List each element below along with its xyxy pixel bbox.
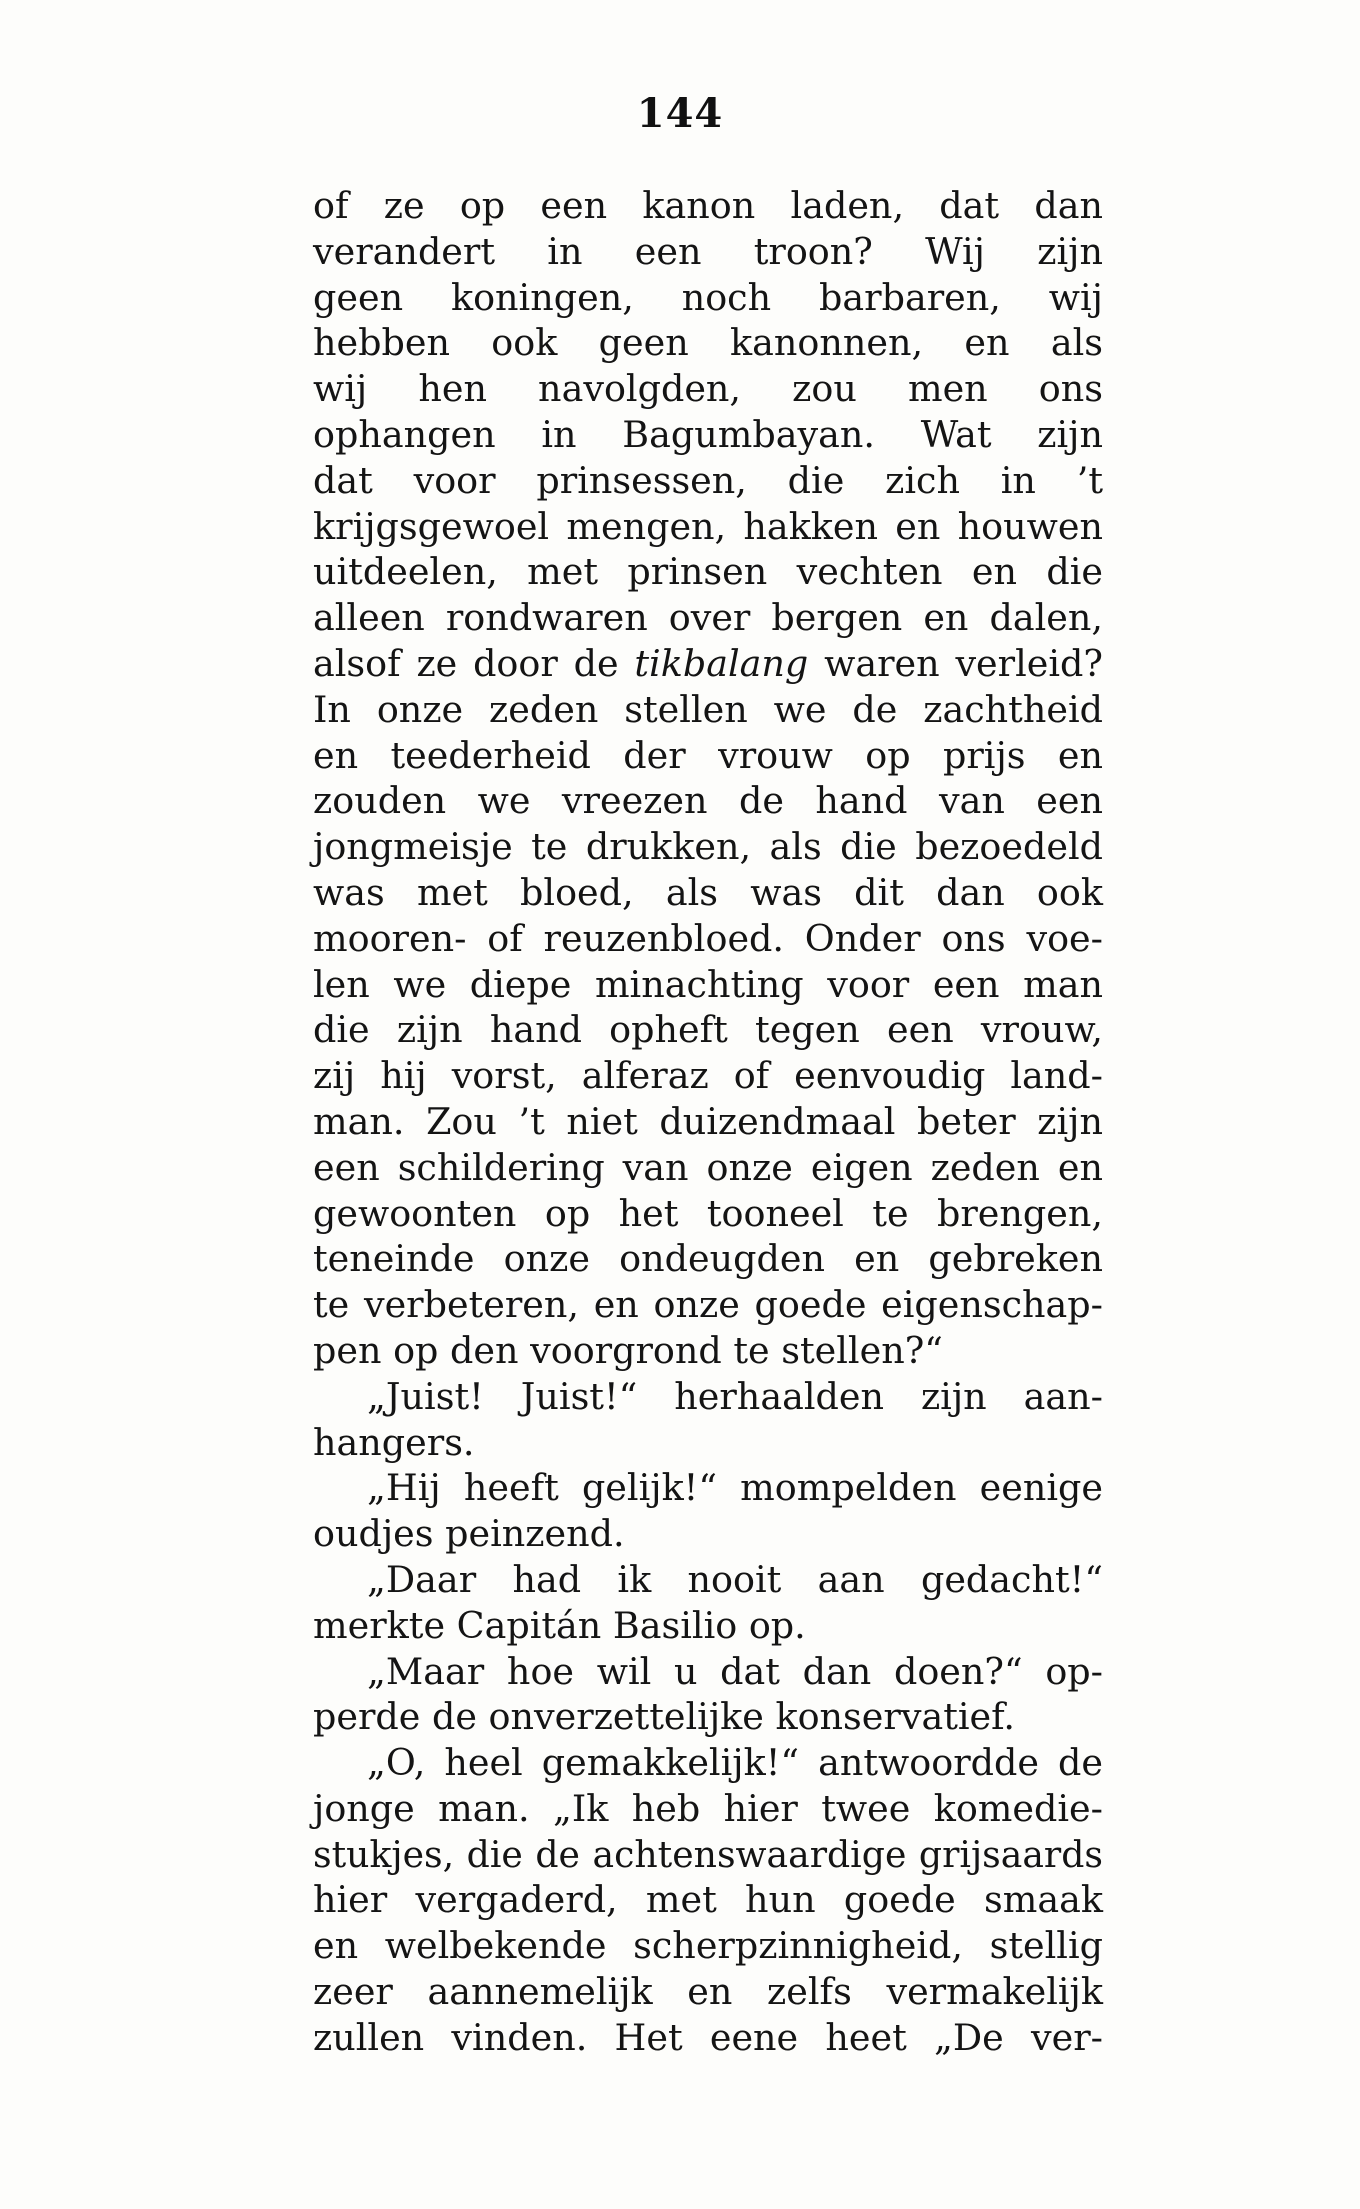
text-line bbox=[313, 641, 1103, 687]
text-line: of ze op een kanon laden, dat dan bbox=[313, 184, 1103, 227]
text-line: jongmeisje te drukken, als die bezoedeld bbox=[313, 825, 1103, 869]
text-line: „Hij heeft gelijk!“ mompelden eenige bbox=[367, 1466, 1103, 1510]
text-line: oudjes peinzend. bbox=[313, 1512, 625, 1556]
text-line: te verbeteren, en onze goede eigenschap- bbox=[313, 1283, 1103, 1327]
text-line: „O, heel gemakkelijk!“ antwoordde de bbox=[367, 1741, 1103, 1785]
text-line: zij hij vorst, alferaz of eenvoudig land- bbox=[313, 1054, 1103, 1098]
text-line: len we diepe minachting voor een man bbox=[313, 962, 1103, 1006]
text-line: hebben ook geen kanonnen, en als bbox=[313, 321, 1103, 365]
text-line: en teederheid der vrouw op prijs en bbox=[313, 733, 1103, 777]
text-line: hangers. bbox=[313, 1420, 475, 1464]
text-line: pen op den voorgrond te stellen?“ bbox=[313, 1328, 943, 1372]
text-segment: waren verleid? bbox=[808, 641, 1103, 685]
text-line: „Daar had ik nooit aan gedacht!“ bbox=[367, 1557, 1103, 1601]
text-line: die zijn hand opheft tegen een vrouw, bbox=[313, 1008, 1103, 1052]
text-line: zullen vinden. Het eene heet „De ver- bbox=[313, 2015, 1103, 2059]
text-line: In onze zeden stellen we de zachtheid bbox=[313, 687, 1103, 731]
text-line: alleen rondwaren over bergen en dalen, bbox=[313, 596, 1103, 640]
text-line: gewoonten op het tooneel te brengen, bbox=[313, 1191, 1103, 1235]
text-line: mooren- of reuzenbloed. Onder ons voe- bbox=[313, 916, 1103, 960]
text-line: zouden we vreezen de hand van een bbox=[313, 779, 1103, 823]
text-line: jonge man. „Ik heb hier twee komedie- bbox=[313, 1786, 1103, 1830]
text-line: „Maar hoe wil u dat dan doen?“ op- bbox=[367, 1649, 1103, 1693]
text-line: zeer aannemelijk en zelfs vermakelijk bbox=[313, 1970, 1103, 2014]
text-line: ophangen in Bagumbayan. Wat zijn bbox=[313, 412, 1103, 456]
text-line: hier vergaderd, met hun goede smaak bbox=[313, 1878, 1103, 1922]
text-line: man. Zou ’t niet duizendmaal beter zijn bbox=[313, 1099, 1103, 1143]
text-line: „Juist! Juist!“ herhaalden zijn aan- bbox=[367, 1374, 1103, 1418]
text-line: een schildering van onze eigen zeden en bbox=[313, 1145, 1103, 1189]
text-line: dat voor prinsessen, die zich in ’t bbox=[313, 458, 1103, 502]
text-line: verandert in een troon? Wij zijn bbox=[313, 229, 1103, 273]
text-line: was met bloed, als was dit dan ook bbox=[313, 870, 1103, 914]
text-line: perde de onverzettelijke konservatief. bbox=[313, 1695, 1015, 1739]
text-line: krijgsgewoel mengen, hakken en houwen bbox=[313, 504, 1103, 548]
italic-term: tikbalang bbox=[634, 641, 809, 685]
text-line: merkte Capitán Basilio op. bbox=[313, 1603, 806, 1647]
text-segment: alsof ze door de bbox=[313, 641, 635, 685]
text-line: geen koningen, noch barbaren, wij bbox=[313, 275, 1103, 319]
text-line: stukjes, die de achtenswaardige grijsaards bbox=[313, 1832, 1103, 1876]
text-line: en welbekende scherpzinnigheid, stellig bbox=[313, 1924, 1103, 1968]
body-text bbox=[313, 183, 1103, 2061]
page-number: 144 bbox=[636, 90, 724, 137]
text-line: teneinde onze ondeugden en gebreken bbox=[313, 1237, 1103, 1281]
text-line: wij hen navolgden, zou men ons bbox=[313, 367, 1103, 411]
text-line: uitdeelen, met prinsen vechten en die bbox=[313, 550, 1103, 594]
